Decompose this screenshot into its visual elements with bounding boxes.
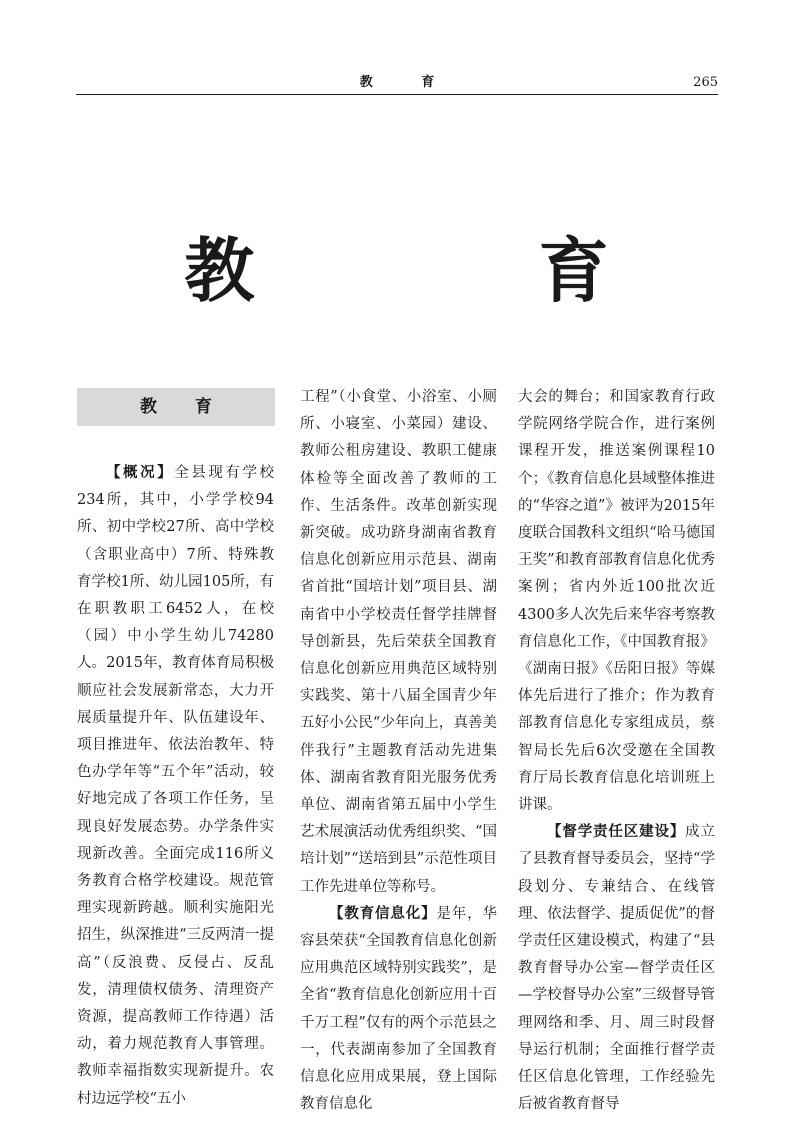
page-number: 265 — [693, 75, 718, 90]
paragraph-education-informatization — [300, 901, 497, 1119]
keyword-label: 【教育信息化】 — [329, 905, 437, 922]
keyword-label: 【概况】 — [106, 465, 175, 481]
paragraph-overview-continued: 工程”（小食堂、小浴室、小厕所、小寝室、小菜园）建设、教师公租房建设、教职工健康体检等全面改善了教师的工作、生活条件。改革创新实现新突破。成功跻身湖南省教育信息化创新应用示范县、湖南省首批“国培计划”项目县、湖南省中小学校责任督学挂牌督导创新县，先后荣获全国教育信息化创新应用典范区域特别实践奖、第十八届全国青少年五好小公民“少年向上，真善美伴我行”主题教育活动先进集体、湖南省教育阳光服务优秀单位、湖南省第五届中小学生艺术展演活动优秀组织奖、“国培计划”“送培到县”示范性项目工作先进单位等称号。 — [300, 389, 497, 895]
paragraph-overview — [77, 460, 274, 1113]
keyword-label: 【督学责任区建设】 — [547, 824, 686, 841]
text-column-2 — [300, 384, 497, 1118]
paragraph-education-informatization-continued: 大会的舞台；和国家教育行政学院网络学院合作，进行案例课程开发，推送案例课程10个；《教育信息化县域整体推进的“华容之道”》被评为2015年度联合国教科文组织“哈马德国王奖”和教育部教育信息化优秀案例；省内外近100批次近4300多人次先后来华容考察教育信息化工作，《中国教育报》《湖南日报》《岳阳日报》等媒体先后进行了推介；作为教育部教育信息化专家组成员，蔡智局长先后6次受邀在全国教育厅局长教育信息化培训班上讲课。 — [518, 389, 715, 814]
paragraph-text: 全县现有学校234所，其中，小学学校94所、初中学校27所、高中学校（含职业高中）7所、特殊教育学校1所、幼儿园105所，有在职教职工6452人，在校（园）中小学生幼儿74280人。2015年，教育体育局积极顺应社会发展新常态，大力开展质量提升年、队伍建设年、项目推进年、依法治教年、特色办学年等“五个年”活动，较好地完成了各项工作任务，呈现良好发展态势。办学条件实现新改善。全面完成116所义务教育合格学校建设。规范管理实现新跨越。顺利实施阳光招生，纵深推进“三反两清一提高”（反浪费、反侵占、反乱发，清理债权债务、清理资产资源，提高教师工作待遇）活动，着力规范教育人事管理。教师幸福指数实现新提升。农村边远学校“五小 — [77, 465, 275, 1107]
running-head — [76, 74, 718, 95]
text-column-1 — [77, 384, 274, 1113]
section-title-band: 教 育 — [77, 388, 275, 426]
paragraph-text: 是年，华容县荣获“全国教育信息化创新应用典范区域特别实践奖”，是全省“教育信息化创新应用十百千万工程”仅有的两个示范县之一，代表湖南参加了全国教育信息化应用成果展，登上国际教育信息化 — [300, 905, 498, 1113]
running-head-title: 教 育 — [359, 75, 457, 90]
text-column-3 — [518, 384, 715, 1118]
chapter-title: 教 育 — [184, 230, 739, 312]
paragraph-supervision-district — [518, 819, 715, 1118]
paragraph-text: 成立了县教育督导委员会，坚持“学段划分、专兼结合、在线管理、依法督学、提质促优”的督学责任区建设模式，构建了“县教育督导办公室—督学责任区—学校督导办公室”三级督导管理网络和季、月、周三时段督导运行机制；全面推行督学责任区信息化管理，工作经验先后被省教育督导 — [518, 824, 716, 1113]
